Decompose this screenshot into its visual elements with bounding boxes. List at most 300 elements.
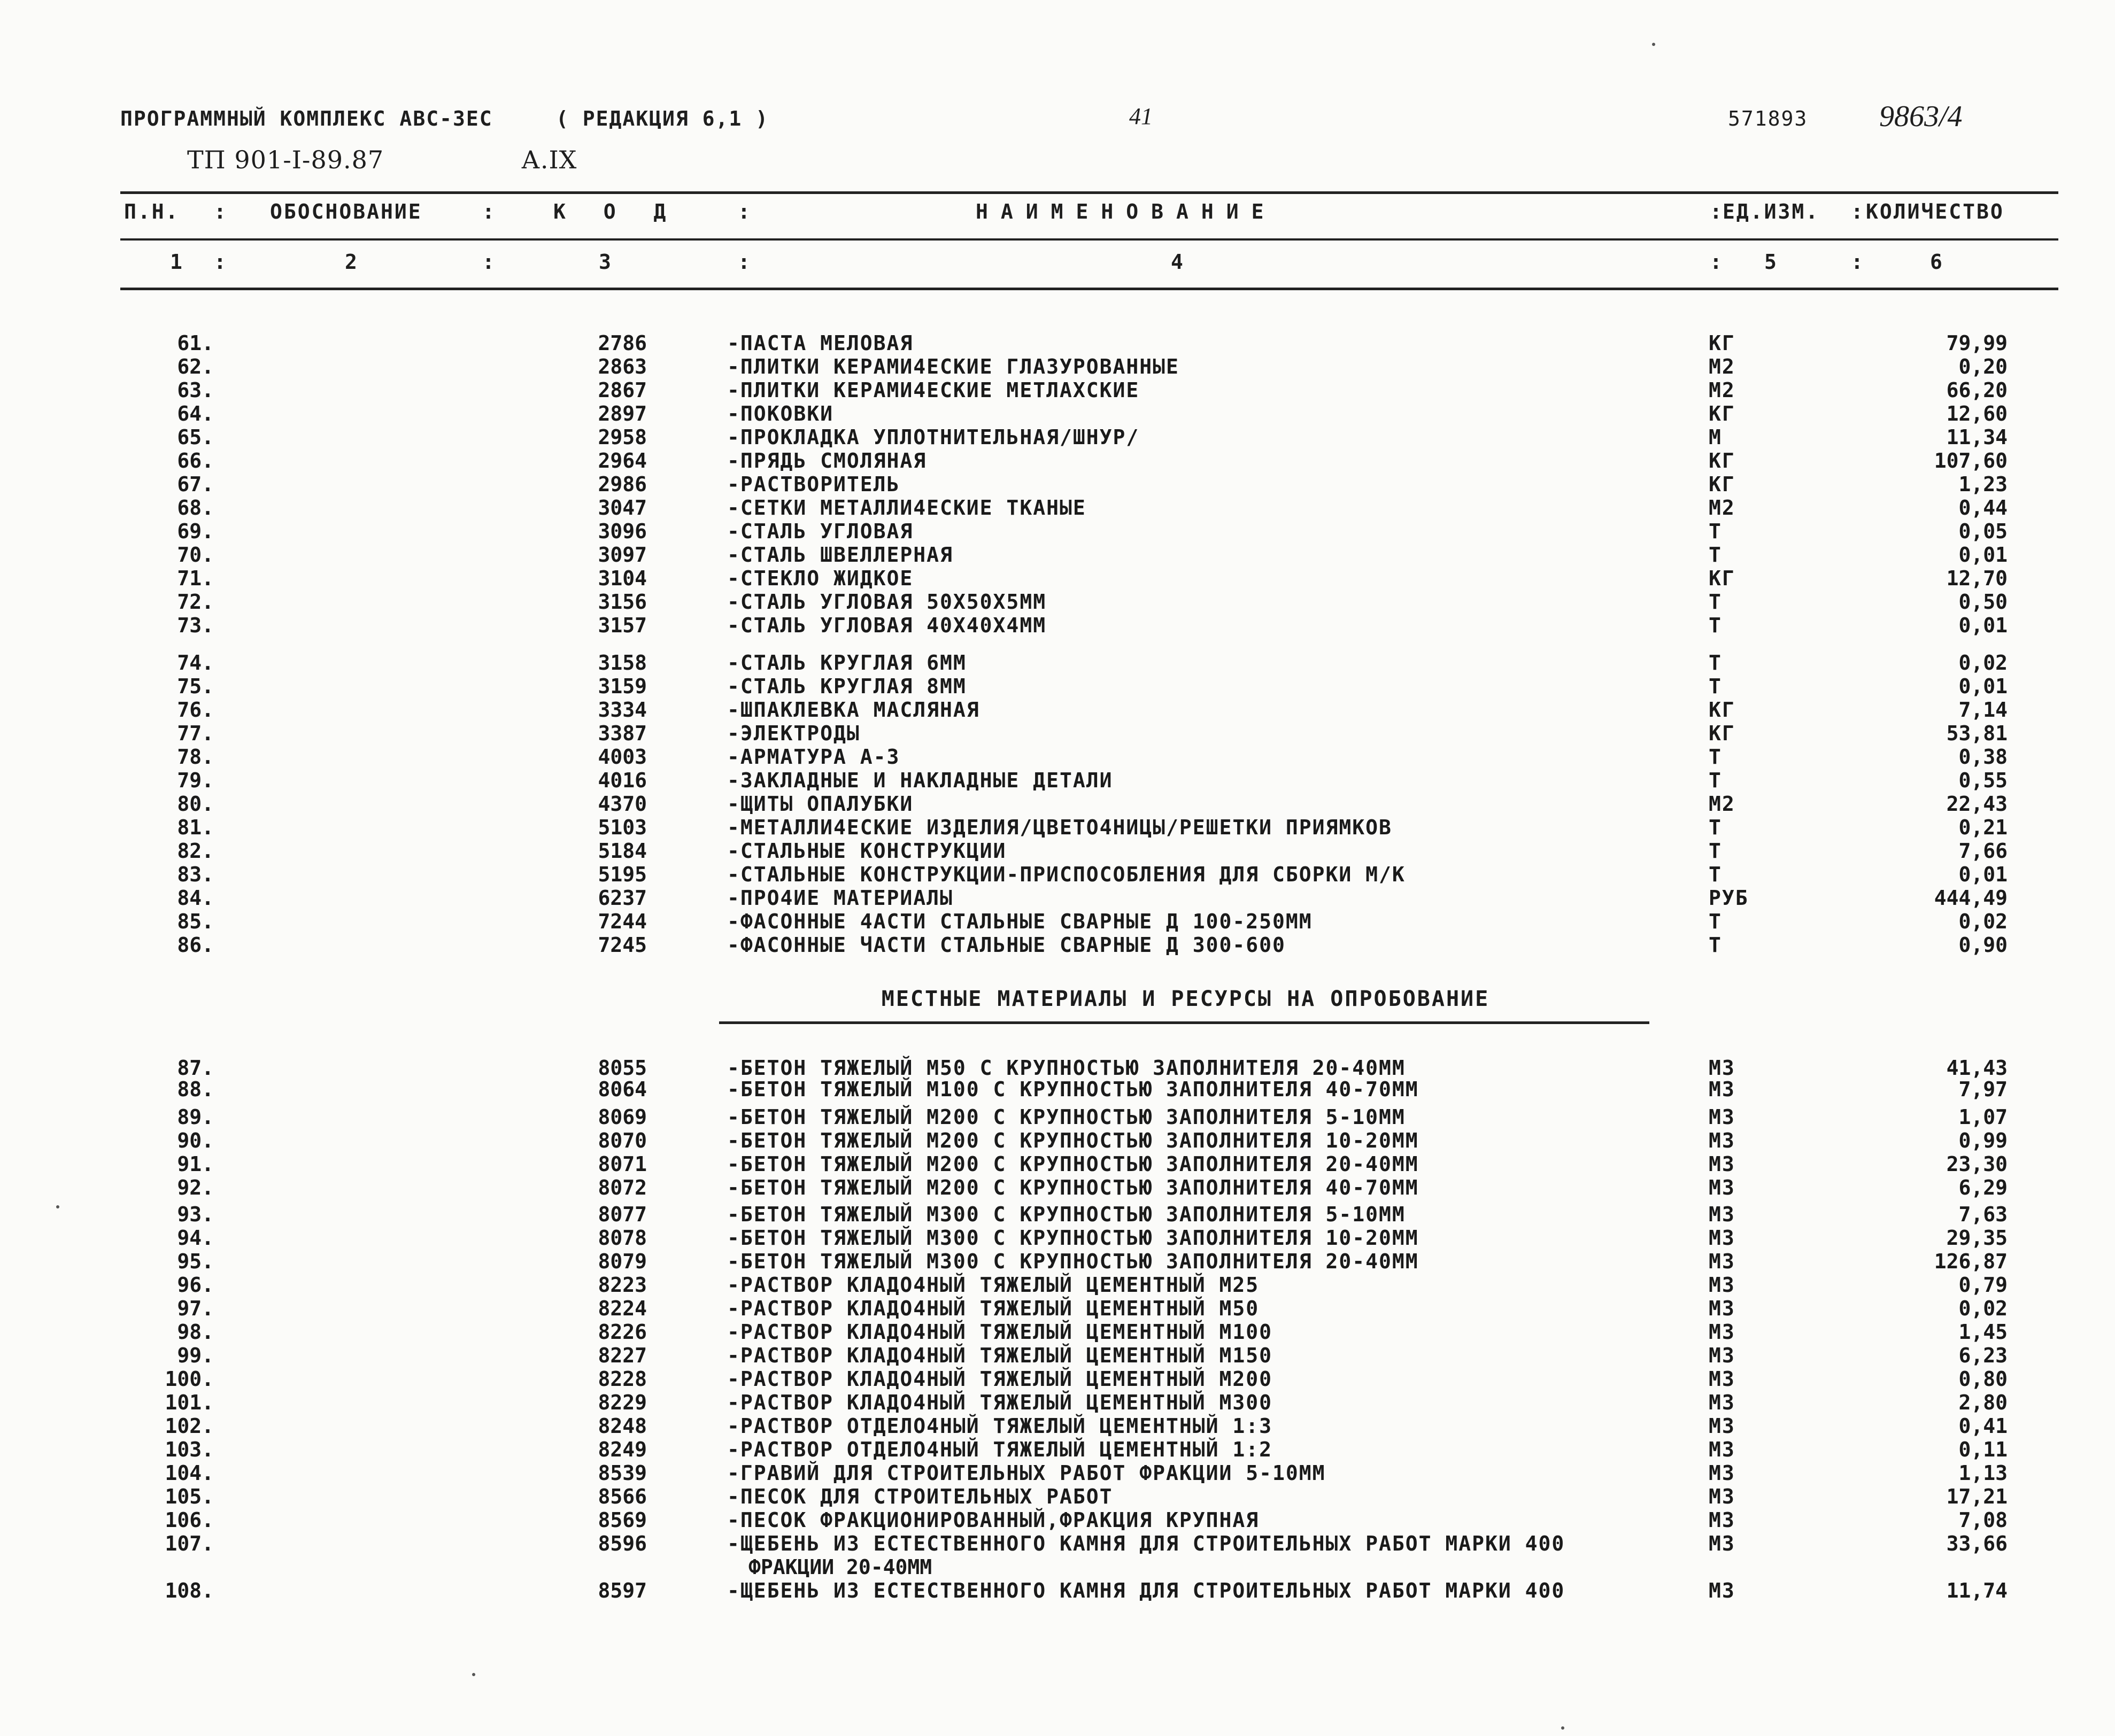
item-unit: М2 (1709, 792, 1735, 816)
item-unit: Т (1709, 614, 1722, 637)
table-row (0, 1297, 2115, 1320)
table-row (0, 745, 2115, 769)
item-code: 7245 (598, 933, 647, 957)
item-unit: КГ (1709, 567, 1735, 590)
item-code: 2786 (598, 331, 647, 355)
item-unit: М2 (1709, 496, 1735, 520)
item-name: -ФАСОННЫЕ ЧАСТИ СТАЛЬНЫЕ СВАРНЫЕ Д 300-600 (727, 933, 1286, 957)
item-number: 63. (177, 378, 214, 402)
item-unit: Т (1709, 590, 1722, 614)
item-quantity: 0,02 (1958, 1297, 2008, 1320)
table-row (0, 1250, 2115, 1273)
item-name: -БЕТОН ТЯЖЕЛЫЙ М200 С КРУПНОСТЬЮ ЗАПОЛНИТЕЛЯ 10-20ММ (727, 1129, 1419, 1152)
item-quantity: 0,41 (1958, 1414, 2008, 1438)
item-quantity: 0,38 (1958, 745, 2008, 769)
item-unit: М3 (1709, 1438, 1735, 1461)
item-name: -РАСТВОР КЛАДО4НЫЙ ТЯЖЕЛЫЙ ЦЕМЕНТНЫЙ М150 (727, 1344, 1272, 1367)
table-row (0, 567, 2115, 590)
item-unit: М3 (1709, 1129, 1735, 1152)
item-quantity: 23,30 (1946, 1152, 2008, 1176)
item-number: 107. (165, 1532, 214, 1555)
item-code: 8228 (598, 1367, 647, 1391)
item-code: 4370 (598, 792, 647, 816)
item-name: -ПЛИТКИ КЕРАМИ4ЕСКИЕ ГЛАЗУРОВАННЫЕ (727, 355, 1179, 378)
table-row (0, 910, 2115, 933)
table-row (0, 402, 2115, 425)
item-quantity: 22,43 (1946, 792, 2008, 816)
item-quantity: 0,55 (1958, 769, 2008, 792)
table-row (0, 1532, 2115, 1579)
item-unit: М3 (1709, 1226, 1735, 1250)
item-number: 105. (165, 1485, 214, 1508)
col-separator: : (214, 250, 226, 274)
item-code: 8539 (598, 1461, 647, 1485)
item-unit: М3 (1709, 1391, 1735, 1414)
item-code: 8596 (598, 1532, 647, 1555)
item-name: -ШПАКЛЕВКА МАСЛЯНАЯ (727, 698, 980, 722)
item-number: 67. (177, 472, 214, 496)
item-code: 8069 (598, 1105, 647, 1129)
item-number: 65. (177, 425, 214, 449)
col-header-item-no: П.Н. (124, 200, 180, 223)
table-row (0, 425, 2115, 449)
item-number: 66. (177, 449, 214, 472)
scan-speck (1652, 43, 1655, 46)
table-row (0, 1344, 2115, 1367)
item-code: 5184 (598, 839, 647, 863)
item-number: 87. (177, 1056, 214, 1080)
item-code: 2986 (598, 472, 647, 496)
item-quantity: 53,81 (1946, 722, 2008, 745)
item-unit: Т (1709, 910, 1722, 933)
scan-speck (1561, 1726, 1564, 1730)
item-quantity: 11,34 (1946, 425, 2008, 449)
col-number-5: 5 (1764, 250, 1777, 274)
item-unit: КГ (1709, 722, 1735, 745)
item-number: 78. (177, 745, 214, 769)
item-unit: М2 (1709, 378, 1735, 402)
item-name: -ПЕСОК ФРАКЦИОНИРОВАННЫЙ,ФРАКЦИЯ КРУПНАЯ (727, 1508, 1260, 1532)
item-quantity: 0,05 (1958, 520, 2008, 543)
item-unit: М3 (1709, 1320, 1735, 1344)
item-code: 3158 (598, 651, 647, 675)
item-unit: М3 (1709, 1203, 1735, 1226)
item-name: -БЕТОН ТЯЖЕЛЫЙ М300 С КРУПНОСТЬЮ ЗАПОЛНИТЕЛЯ 10-20ММ (727, 1226, 1419, 1250)
item-quantity: 66,20 (1946, 378, 2008, 402)
item-unit: КГ (1709, 331, 1735, 355)
item-code: 8071 (598, 1152, 647, 1176)
item-name: -БЕТОН ТЯЖЕЛЫЙ М300 С КРУПНОСТЬЮ ЗАПОЛНИТЕЛЯ 5-10ММ (727, 1203, 1406, 1226)
item-name: -РАСТВОР КЛАДО4НЫЙ ТЯЖЕЛЫЙ ЦЕМЕНТНЫЙ М300 (727, 1391, 1272, 1414)
item-number: 62. (177, 355, 214, 378)
item-code: 2897 (598, 402, 647, 425)
item-code: 8248 (598, 1414, 647, 1438)
item-name: -БЕТОН ТЯЖЕЛЫЙ М50 С КРУПНОСТЬЮ ЗАПОЛНИТЕЛЯ 20-40ММ (727, 1056, 1406, 1080)
item-number: 77. (177, 722, 214, 745)
item-number: 71. (177, 567, 214, 590)
col-header-unit: ЕД.ИЗМ. (1723, 200, 1820, 223)
scan-speck (56, 1205, 59, 1208)
item-number: 106. (165, 1508, 214, 1532)
table-row (0, 1391, 2115, 1414)
item-unit: М (1709, 425, 1722, 449)
table-row (0, 590, 2115, 614)
item-code: 8079 (598, 1250, 647, 1273)
item-quantity: 0,02 (1958, 651, 2008, 675)
item-quantity: 1,13 (1958, 1461, 2008, 1485)
item-name: -БЕТОН ТЯЖЕЛЫЙ М200 С КРУПНОСТЬЮ ЗАПОЛНИТЕЛЯ 20-40ММ (727, 1152, 1419, 1176)
item-quantity: 7,14 (1958, 698, 2008, 722)
program-title: ПРОГРАММНЫЙ КОМПЛЕКС АВС-3ЕС (120, 107, 493, 130)
item-name: -РАСТВОР КЛАДО4НЫЙ ТЯЖЕЛЫЙ ЦЕМЕНТНЫЙ М50 (727, 1297, 1260, 1320)
item-code: 8597 (598, 1579, 647, 1602)
item-code: 2863 (598, 355, 647, 378)
item-unit: КГ (1709, 402, 1735, 425)
item-name: -ПРОКЛАДКА УПЛОТНИТЕЛЬНАЯ/ШНУР/ (727, 425, 1140, 449)
item-quantity: 7,97 (1958, 1078, 2008, 1101)
item-unit: М3 (1709, 1508, 1735, 1532)
table-row (0, 614, 2115, 637)
item-name: -СТАЛЬ КРУГЛАЯ 6ММ (727, 651, 967, 675)
col-number-6: 6 (1930, 250, 1942, 274)
col-separator: : (1851, 250, 1863, 274)
item-unit: М3 (1709, 1344, 1735, 1367)
table-row (0, 769, 2115, 792)
table-row (0, 1129, 2115, 1152)
item-number: 93. (177, 1203, 214, 1226)
col-separator: : (482, 250, 495, 274)
item-number: 74. (177, 651, 214, 675)
sheet-number: 9863/4 (1879, 100, 1963, 133)
document-number: 571893 (1728, 107, 1808, 130)
item-name: -ПРЯДЬ СМОЛЯНАЯ (727, 449, 927, 472)
item-quantity: 0,21 (1958, 816, 2008, 839)
item-name: -ПЕСОК ДЛЯ СТРОИТЕЛЬНЫХ РАБОТ (727, 1485, 1113, 1508)
item-unit: М3 (1709, 1152, 1735, 1176)
item-name: -БЕТОН ТЯЖЕЛЫЙ М300 С КРУПНОСТЬЮ ЗАПОЛНИТЕЛЯ 20-40ММ (727, 1250, 1419, 1273)
item-number: 88. (177, 1078, 214, 1101)
item-quantity: 0,01 (1958, 614, 2008, 637)
item-name: -РАСТВОР КЛАДО4НЫЙ ТЯЖЕЛЫЙ ЦЕМЕНТНЫЙ М200 (727, 1367, 1272, 1391)
item-quantity: 12,70 (1946, 567, 2008, 590)
item-name: -АРМАТУРА А-3 (727, 745, 900, 769)
page-number: 41 (1129, 103, 1153, 129)
item-number: 79. (177, 769, 214, 792)
item-number: 83. (177, 863, 214, 886)
table-row (0, 1579, 2115, 1602)
item-code: 3096 (598, 520, 647, 543)
table-row (0, 1508, 2115, 1532)
item-quantity: 444,49 (1934, 886, 2008, 910)
col-separator: : (738, 200, 750, 223)
item-code: 3097 (598, 543, 647, 567)
item-number: 76. (177, 698, 214, 722)
table-row (0, 1320, 2115, 1344)
table-row (0, 472, 2115, 496)
item-unit: Т (1709, 839, 1722, 863)
item-number: 94. (177, 1226, 214, 1250)
col-separator: : (1851, 200, 1863, 223)
col-header-name: НАИМЕНОВАНИЕ (976, 200, 1277, 223)
item-unit: М3 (1709, 1579, 1735, 1602)
item-unit: Т (1709, 543, 1722, 567)
item-code: 4016 (598, 769, 647, 792)
table-row (0, 331, 2115, 355)
item-quantity: 6,23 (1958, 1344, 2008, 1367)
item-quantity: 7,63 (1958, 1203, 2008, 1226)
table-row (0, 1485, 2115, 1508)
table-row (0, 1438, 2115, 1461)
item-name: -БЕТОН ТЯЖЕЛЫЙ М200 С КРУПНОСТЬЮ ЗАПОЛНИТЕЛЯ 5-10ММ (727, 1105, 1406, 1129)
item-unit: М3 (1709, 1485, 1735, 1508)
item-unit: Т (1709, 651, 1722, 675)
item-quantity: 0,79 (1958, 1273, 2008, 1297)
item-number: 70. (177, 543, 214, 567)
item-quantity: 0,80 (1958, 1367, 2008, 1391)
item-unit: М3 (1709, 1176, 1735, 1199)
item-unit: М2 (1709, 355, 1735, 378)
table-row (0, 355, 2115, 378)
item-quantity: 7,08 (1958, 1508, 2008, 1532)
item-code: 8064 (598, 1078, 647, 1101)
table-row (0, 1105, 2115, 1129)
album-code: А.IX (521, 145, 577, 174)
item-name: -СТАЛЬ УГЛОВАЯ 40Х40Х4ММ (727, 614, 1047, 637)
item-name: -СТАЛЬНЫЕ КОНСТРУКЦИИ (727, 839, 1007, 863)
col-number-4: 4 (1171, 250, 1183, 274)
item-number: 73. (177, 614, 214, 637)
item-unit: М3 (1709, 1461, 1735, 1485)
item-code: 8055 (598, 1056, 647, 1080)
item-quantity: 107,60 (1934, 449, 2008, 472)
item-code: 8569 (598, 1508, 647, 1532)
item-unit: КГ (1709, 449, 1735, 472)
item-quantity: 1,45 (1958, 1320, 2008, 1344)
col-number-2: 2 (345, 250, 357, 274)
item-code: 8072 (598, 1176, 647, 1199)
col-number-3: 3 (599, 250, 611, 274)
item-name: -ЩЕБЕНЬ ИЗ ЕСТЕСТВЕННОГО КАМНЯ ДЛЯ СТРОИТЕЛЬНЫХ РАБОТ МАРКИ 400 (727, 1532, 1565, 1555)
item-number: 90. (177, 1129, 214, 1152)
section-underline (719, 1021, 1649, 1024)
item-number: 91. (177, 1152, 214, 1176)
item-quantity: 0,11 (1958, 1438, 2008, 1461)
item-name: -ПОКОВКИ (727, 402, 834, 425)
item-code: 8227 (598, 1344, 647, 1367)
item-name: -МЕТАЛЛИ4ЕСКИЕ ИЗДЕЛИЯ/ЦВЕТО4НИЦЫ/РЕШЕТКИ ПРИЯМКОВ (727, 816, 1392, 839)
table-row (0, 1152, 2115, 1176)
table-row (0, 675, 2115, 698)
table-row (0, 933, 2115, 957)
edition-label: ( РЕДАКЦИЯ 6,1 ) (556, 107, 769, 130)
item-number: 69. (177, 520, 214, 543)
item-name: -СТАЛЬ УГЛОВАЯ (727, 520, 914, 543)
item-unit: КГ (1709, 698, 1735, 722)
item-quantity: 6,29 (1958, 1176, 2008, 1199)
item-code: 8224 (598, 1297, 647, 1320)
item-name: -РАСТВОР ОТДЕЛО4НЫЙ ТЯЖЕЛЫЙ ЦЕМЕНТНЫЙ 1:3 (727, 1414, 1272, 1438)
item-unit: М3 (1709, 1105, 1735, 1129)
item-number: 86. (177, 933, 214, 957)
item-number: 99. (177, 1344, 214, 1367)
item-name: -ЗАКЛАДНЫЕ И НАКЛАДНЫЕ ДЕТАЛИ (727, 769, 1113, 792)
item-quantity: 0,01 (1958, 863, 2008, 886)
item-unit: Т (1709, 933, 1722, 957)
item-unit: М3 (1709, 1273, 1735, 1297)
item-code: 2964 (598, 449, 647, 472)
item-name: -СТАЛЬ УГЛОВАЯ 50Х50Х5ММ (727, 590, 1047, 614)
item-unit: М3 (1709, 1250, 1735, 1273)
item-number: 96. (177, 1273, 214, 1297)
item-unit: Т (1709, 816, 1722, 839)
item-quantity: 12,60 (1946, 402, 2008, 425)
item-unit: М3 (1709, 1056, 1735, 1080)
item-number: 68. (177, 496, 214, 520)
item-code: 8223 (598, 1273, 647, 1297)
table-row (0, 1367, 2115, 1391)
item-name: -СЕТКИ МЕТАЛЛИ4ЕСКИЕ ТКАНЫЕ (727, 496, 1086, 520)
item-code: 2958 (598, 425, 647, 449)
item-name: -СТАЛЬНЫЕ КОНСТРУКЦИИ-ПРИСПОСОБЛЕНИЯ ДЛЯ СБОРКИ М/К (727, 863, 1406, 886)
item-number: 82. (177, 839, 214, 863)
table-row (0, 378, 2115, 402)
item-number: 98. (177, 1320, 214, 1344)
item-quantity: 17,21 (1946, 1485, 2008, 1508)
item-code: 6237 (598, 886, 647, 910)
item-number: 92. (177, 1176, 214, 1199)
item-number: 103. (165, 1438, 214, 1461)
item-number: 101. (165, 1391, 214, 1414)
table-row (0, 496, 2115, 520)
item-quantity: 0,01 (1958, 543, 2008, 567)
table-row (0, 1273, 2115, 1297)
col-separator: : (214, 200, 226, 223)
col-separator: : (738, 250, 750, 274)
item-code: 3157 (598, 614, 647, 637)
item-quantity: 1,23 (1958, 472, 2008, 496)
table-row (0, 1226, 2115, 1250)
col-separator: : (1710, 200, 1722, 223)
item-unit: М3 (1709, 1532, 1735, 1555)
item-name: -ЭЛЕКТРОДЫ (727, 722, 860, 745)
table-row (0, 722, 2115, 745)
table-row (0, 886, 2115, 910)
item-quantity: 33,66 (1946, 1532, 2008, 1555)
item-number: 72. (177, 590, 214, 614)
item-unit: М3 (1709, 1414, 1735, 1438)
item-number: 108. (165, 1579, 214, 1602)
item-quantity: 41,43 (1946, 1056, 2008, 1080)
item-name: -ПЛИТКИ КЕРАМИ4ЕСКИЕ МЕТЛАХСКИЕ (727, 378, 1140, 402)
table-row (0, 863, 2115, 886)
item-quantity: 0,44 (1958, 496, 2008, 520)
table-row (0, 449, 2115, 472)
item-name: -БЕТОН ТЯЖЕЛЫЙ М200 С КРУПНОСТЬЮ ЗАПОЛНИТЕЛЯ 40-70ММ (727, 1176, 1419, 1199)
item-quantity: 79,99 (1946, 331, 2008, 355)
table-row (0, 1078, 2115, 1101)
item-unit: РУБ (1709, 886, 1749, 910)
item-name: -СТАЛЬ ШВЕЛЛЕРНАЯ (727, 543, 953, 567)
col-header-code: К О Д (553, 200, 679, 223)
item-unit: М3 (1709, 1078, 1735, 1101)
item-code: 8078 (598, 1226, 647, 1250)
item-name: -ПРО4ИЕ МАТЕРИАЛЫ (727, 886, 953, 910)
item-number: 102. (165, 1414, 214, 1438)
item-code: 8077 (598, 1203, 647, 1226)
item-unit: М3 (1709, 1297, 1735, 1320)
item-code: 3387 (598, 722, 647, 745)
item-name: -СТАЛЬ КРУГЛАЯ 8ММ (727, 675, 967, 698)
item-code: 8249 (598, 1438, 647, 1461)
item-number: 97. (177, 1297, 214, 1320)
item-quantity: 1,07 (1958, 1105, 2008, 1129)
item-name: -ФАСОННЫЕ 4АСТИ СТАЛЬНЫЕ СВАРНЫЕ Д 100-250ММ (727, 910, 1313, 933)
item-unit: Т (1709, 520, 1722, 543)
item-number: 85. (177, 910, 214, 933)
item-number: 95. (177, 1250, 214, 1273)
item-quantity: 0,01 (1958, 675, 2008, 698)
item-code: 5103 (598, 816, 647, 839)
item-name: -БЕТОН ТЯЖЕЛЫЙ М100 С КРУПНОСТЬЮ ЗАПОЛНИТЕЛЯ 40-70ММ (727, 1078, 1419, 1101)
item-name: -РАСТВОРИТЕЛЬ (727, 472, 900, 496)
item-name: -ПАСТА МЕЛОВАЯ (727, 331, 914, 355)
item-number: 84. (177, 886, 214, 910)
col-number-1: 1 (170, 250, 182, 274)
item-code: 8226 (598, 1320, 647, 1344)
table-row (0, 698, 2115, 722)
col-separator: : (1710, 250, 1722, 274)
item-name: -РАСТВОР КЛАДО4НЫЙ ТЯЖЕЛЫЙ ЦЕМЕНТНЫЙ М25 (727, 1273, 1260, 1297)
item-code: 8070 (598, 1129, 647, 1152)
item-unit: М3 (1709, 1367, 1735, 1391)
item-number: 104. (165, 1461, 214, 1485)
item-number: 80. (177, 792, 214, 816)
item-number: 81. (177, 816, 214, 839)
table-row (0, 792, 2115, 816)
item-name: -ГРАВИЙ ДЛЯ СТРОИТЕЛЬНЫХ РАБОТ ФРАКЦИИ 5-10ММ (727, 1461, 1326, 1485)
item-unit: Т (1709, 863, 1722, 886)
item-code: 3047 (598, 496, 647, 520)
item-quantity: 0,90 (1958, 933, 2008, 957)
item-name: -СТЕКЛО ЖИДКОЕ (727, 567, 914, 590)
item-quantity: 126,87 (1934, 1250, 2008, 1273)
item-code: 3104 (598, 567, 647, 590)
table-row (0, 1461, 2115, 1485)
table-row (0, 1056, 2115, 1080)
table-row (0, 651, 2115, 675)
item-number: 61. (177, 331, 214, 355)
table-row (0, 1176, 2115, 1199)
table-row (0, 520, 2115, 543)
table-row (0, 1414, 2115, 1438)
item-name: -ЩЕБЕНЬ ИЗ ЕСТЕСТВЕННОГО КАМНЯ ДЛЯ СТРОИТЕЛЬНЫХ РАБОТ МАРКИ 400 (727, 1579, 1565, 1602)
col-header-basis: ОБОСНОВАНИЕ (270, 200, 422, 223)
table-row (0, 839, 2115, 863)
item-code: 3156 (598, 590, 647, 614)
table-row (0, 543, 2115, 567)
item-number: 64. (177, 402, 214, 425)
item-code: 8566 (598, 1485, 647, 1508)
item-unit: Т (1709, 769, 1722, 792)
col-header-quantity: КОЛИЧЕСТВО (1866, 200, 2004, 223)
item-name: -ЩИТЫ ОПАЛУБКИ (727, 792, 914, 816)
col-separator: : (482, 200, 495, 223)
item-unit: КГ (1709, 472, 1735, 496)
item-code: 4003 (598, 745, 647, 769)
item-code: 8229 (598, 1391, 647, 1414)
item-code: 2867 (598, 378, 647, 402)
item-code: 3159 (598, 675, 647, 698)
